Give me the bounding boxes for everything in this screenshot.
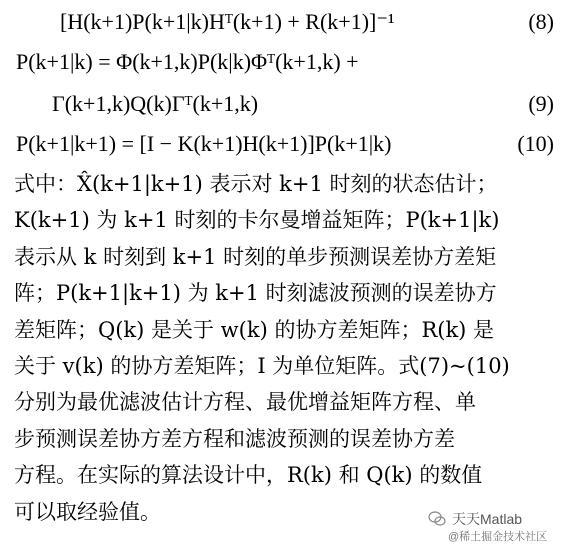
- equation-text: P(k+1|k+1) = [I − K(k+1)H(k+1)]P(k+1|k): [16, 131, 392, 156]
- paragraph-line: 步预测误差协方差方程和滤波预测的误差协方差: [14, 426, 455, 451]
- equation-9-line-2: [0, 84, 568, 124]
- equation-number: (9): [528, 91, 554, 116]
- equation-9-line-1: [0, 42, 568, 82]
- wechat-icon: [428, 511, 446, 527]
- equation-10: [0, 124, 568, 164]
- paragraph-line: 表示从 k 时刻到 k+1 时刻的单步预测误差协方差矩: [14, 244, 497, 269]
- paragraph-line: 关于 v(k) 的协方差矩阵；I 为单位矩阵。式(7)~(10): [14, 353, 510, 378]
- equation-number: (8): [528, 9, 554, 34]
- paragraph-line: 差矩阵；Q(k) 是关于 w(k) 的协方差矩阵；R(k) 是: [14, 317, 495, 342]
- equation-text: Γ(k+1,k)Q(k)Γᵀ(k+1,k): [52, 91, 259, 116]
- paragraph-line: 式中：X̂(k+1|k+1) 表示对 k+1 时刻的状态估计；: [14, 172, 498, 196]
- equation-text: [H(k+1)P(k+1|k)Hᵀ(k+1) + R(k+1)]⁻¹: [60, 9, 395, 34]
- paragraph-line: 分别为最优滤波估计方程、最优增益矩阵方程、单: [14, 390, 476, 415]
- watermark-site: @稀土掘金技术社区: [448, 531, 548, 543]
- watermark: [428, 509, 558, 545]
- explanation-paragraph: [14, 166, 554, 530]
- paragraph-line: 方程。在实际的算法设计中，R(k) 和 Q(k) 的数值: [14, 463, 483, 488]
- equation-text: P(k+1|k) = Φ(k+1,k)P(k|k)Φᵀ(k+1,k) +: [16, 49, 359, 74]
- equation-number: (10): [517, 131, 554, 156]
- equation-8-continuation: [0, 2, 568, 42]
- paragraph-line: K(k+1) 为 k+1 时刻的卡尔曼增益矩阵；P(k+1|k): [14, 208, 500, 233]
- paragraph-line: 阵；P(k+1|k+1) 为 k+1 时刻滤波预测的误差协方: [14, 281, 497, 306]
- watermark-brand: 天天Matlab: [452, 511, 523, 527]
- paragraph-line: 可以取经验值。: [14, 499, 161, 524]
